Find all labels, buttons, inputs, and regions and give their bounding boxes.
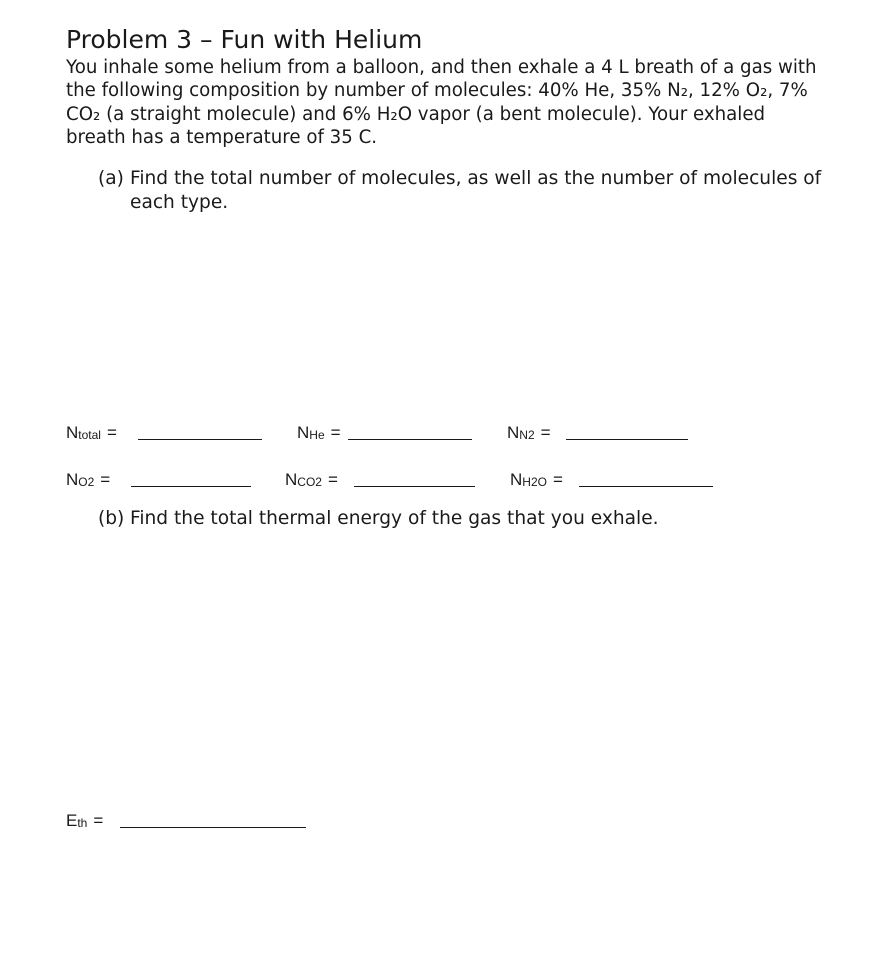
problem-statement <box>66 56 886 149</box>
statement-line: You inhale some helium from a balloon, and then exhale a 4 L breath of a gas with <box>66 57 817 78</box>
part-a-marker: (a) <box>98 168 124 189</box>
equals-sign: = <box>540 423 551 442</box>
answer-blank-n-he[interactable] <box>348 439 472 440</box>
part-b-text <box>130 507 659 531</box>
equals-sign: = <box>106 423 117 442</box>
symbol: N <box>297 423 310 442</box>
answer-label-e-th <box>66 811 103 831</box>
equals-sign: = <box>552 470 563 489</box>
statement-line: the following composition by number of molecules: 40% He, 35% N₂, 12% O₂, 7% <box>66 80 808 102</box>
symbol: N <box>510 470 523 489</box>
statement-line: CO₂ (a straight molecule) and 6% H₂O vapor (a bent molecule). Your exhaled <box>66 103 766 125</box>
subscript: He <box>309 428 325 442</box>
answer-blank-e-th[interactable] <box>120 827 306 828</box>
problem-title: Problem 3 – Fun with Helium <box>66 25 423 54</box>
symbol: N <box>507 423 520 442</box>
answer-label-n-h2o <box>510 470 563 490</box>
part-b-marker: (b) <box>98 508 125 529</box>
symbol: E <box>66 811 78 830</box>
subscript: O2 <box>78 475 95 489</box>
equals-sign: = <box>330 423 341 442</box>
answer-label-n-o2 <box>66 470 110 490</box>
part-a-question <box>98 167 878 217</box>
equals-sign: = <box>327 470 338 489</box>
answer-blank-n-total[interactable] <box>138 439 262 440</box>
statement-line: breath has a temperature of 35 C. <box>66 126 378 148</box>
symbol: N <box>285 470 298 489</box>
answer-label-n-he <box>297 423 341 443</box>
part-b-question <box>98 507 878 533</box>
subscript: N2 <box>519 428 535 442</box>
symbol: N <box>66 470 79 489</box>
subscript: H2O <box>522 475 547 489</box>
subscript: total <box>78 428 101 442</box>
equals-sign: = <box>93 811 104 830</box>
answer-blank-n-co2[interactable] <box>354 486 475 487</box>
symbol: N <box>66 423 79 442</box>
answer-label-n-total <box>66 423 117 443</box>
part-a-line: Find the total number of molecules, as well as the number of molecules of <box>130 168 822 189</box>
answer-blank-n-n2[interactable] <box>566 439 688 440</box>
answer-label-n-n2 <box>507 423 551 443</box>
subscript: th <box>77 816 88 830</box>
answer-blank-n-h2o[interactable] <box>579 486 713 487</box>
part-a-line: each type. <box>130 191 229 213</box>
part-b-line: Find the total thermal energy of the gas that you exhale. <box>130 508 659 529</box>
answer-blank-n-o2[interactable] <box>131 486 251 487</box>
answer-label-n-co2 <box>285 470 338 490</box>
part-a-text <box>130 167 821 214</box>
equals-sign: = <box>100 470 111 489</box>
subscript: CO2 <box>297 475 322 489</box>
